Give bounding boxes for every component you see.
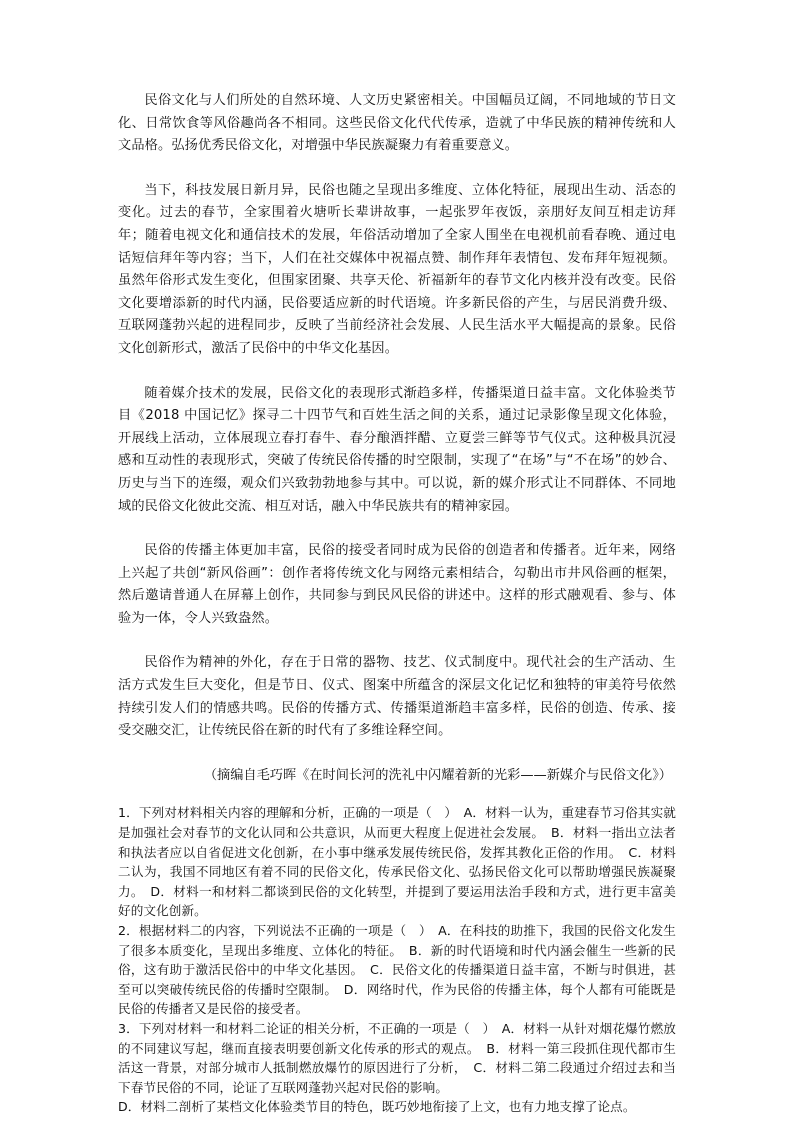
article-paragraph: 当下，科技发展日新月异，民俗也随之呈现出多维度、立体化特征，展现出生动、活态的变化。过去的春节，全家围着火塘听长辈讲故事，一起张罗年夜饭，亲朋好友间互相走访拜年；随着电视文化和通信技术的发展，年俗活动增加了全家人围坐在电视机前看春晚、通过电话短信拜年等内容；当下，人们在社交媒体中祝福点赞、制作拜年表情包、发布拜年短视频。虽然年俗形式发生变化，但围家团聚、共享天伦、祈福新年的春节文化内核并没有改变。民俗文化要增添新的时代内涵，民俗要适应新的时代语境。许多新民俗的产生，与居民消费升级、互联网蓬勃兴起的进程同步，反映了当前经济社会发展、人民生活水平大幅提高的景象。民俗文化创新形式，激活了民俗中的中华文化基因。 (118, 182, 676, 356)
question-item: D．材料二剖析了某档文化体验类节目的特色，既巧妙地衔接了上文，也有力地支撑了论点。 (118, 1099, 636, 1115)
question-item: 3．下列对材料一和材料二论证的相关分析，不正确的一项是（ ） A．材料一从针对烟花爆竹燃放的不同建议写起，继而直接表明要创新文化传承的形式的观点。 B．材料一第三段抓住现代都市生活这一背景，对部分城市人抵制燃放爆竹的原因进行了分析， C．材料二第二段通过介绍过去和当下春节民俗的不同，论证了互联网蓬勃兴起对民俗的影响。 (118, 1020, 676, 1095)
question-item: 2．根据材料二的内容，下列说法不正确的一项是（ ） A．在科技的助推下，我国的民俗文化发生了很多本质变化，呈现出多维度、立体化的特征。 B．新的时代语境和时代内涵会催生一些新的民俗，这有助于激活民俗中的中华文化基因。 C．民俗文化的传播渠道日益丰富，不断与时俱进，甚至可以突破传统民俗的传播时空限制。 D．网络时代，作为民俗的传播主体，每个人都有可能既是民俗的传播者又是民俗的接受者。 (118, 923, 676, 1017)
article-paragraph: 民俗文化与人们所处的自然环境、人文历史紧密相关。中国幅员辽阔，不同地域的节日文化、日常饮食等风俗趣尚各不相同。这些民俗文化代代传承，造就了中华民族的精神传统和人文品格。弘扬优秀民俗文化，对增强中华民族凝聚力有着重要意义。 (118, 93, 676, 154)
article-paragraph: 随着媒介技术的发展，民俗文化的表现形式渐趋多样，传播渠道日益丰富。文化体验类节目《2018 中国记忆》探寻二十四节气和百姓生活之间的关系，通过记录影像呈现文化体验，开展线上活动，立体展现立春打春牛、春分酿酒拌醋、立夏尝三鲜等节气仪式。这种极具沉浸感和互动性的表现形式，突破了传统民俗传播的时空限制，实现了“在场”与“不在场”的妙合、历史与当下的连缀，观众们兴致勃勃地参与其中。可以说，新的媒介形式让不同群体、不同地域的民俗文化彼此交流、相互对话，融入中华民族共有的精神家园。 (118, 385, 676, 514)
article-source-citation: （摘编自毛巧晖《在时间长河的洗礼中闪耀着新的光彩——新媒介与民俗文化》） (203, 767, 672, 783)
question-item: 1．下列对材料相关内容的理解和分析，正确的一项是（ ） A．材料一认为，重建春节习俗其实就是加强社会对春节的文化认同和公共意识，从而更大程度上促进社会发展。 B．材料一指出立法者和执法者应以自省促进文化创新，在小事中继承发展传统民俗，发挥其教化正俗的作用。 C．材料二认为，我国不同地区有着不同的民俗文化，传承民俗文化、弘扬民俗文化可以帮助增强民族凝聚力。 D．材料一和材料二都谈到民俗的文化转型，并提到了要运用法治手段和方式，进行更丰富美好的文化创新。 (118, 805, 676, 919)
article-body (118, 90, 676, 743)
article-paragraph: 民俗的传播主体更加丰富，民俗的接受者同时成为民俗的创造者和传播者。近年来，网络上兴起了共创“新风俗画”：创作者将传统文化与网络元素相结合，勾勒出市井风俗画的框架，然后邀请普通人在屏幕上创作，共同参与到民风民俗的讲述中。这样的形式融观看、参与、体验为一体，令人兴致盎然。 (118, 543, 676, 626)
question-list (118, 803, 676, 1117)
article-paragraph: 民俗作为精神的外化，存在于日常的器物、技艺、仪式制度中。现代社会的生产活动、生活方式发生巨大变化，但是节日、仪式、图案中所蕴含的深层文化记忆和独特的审美符号依然持续引发人们的情感共鸣。民俗的传播方式、传播渠道渐趋丰富多样，民俗的创造、传承、接受交融交汇，让传统民俗在新的时代有了多维诠释空间。 (118, 655, 676, 739)
